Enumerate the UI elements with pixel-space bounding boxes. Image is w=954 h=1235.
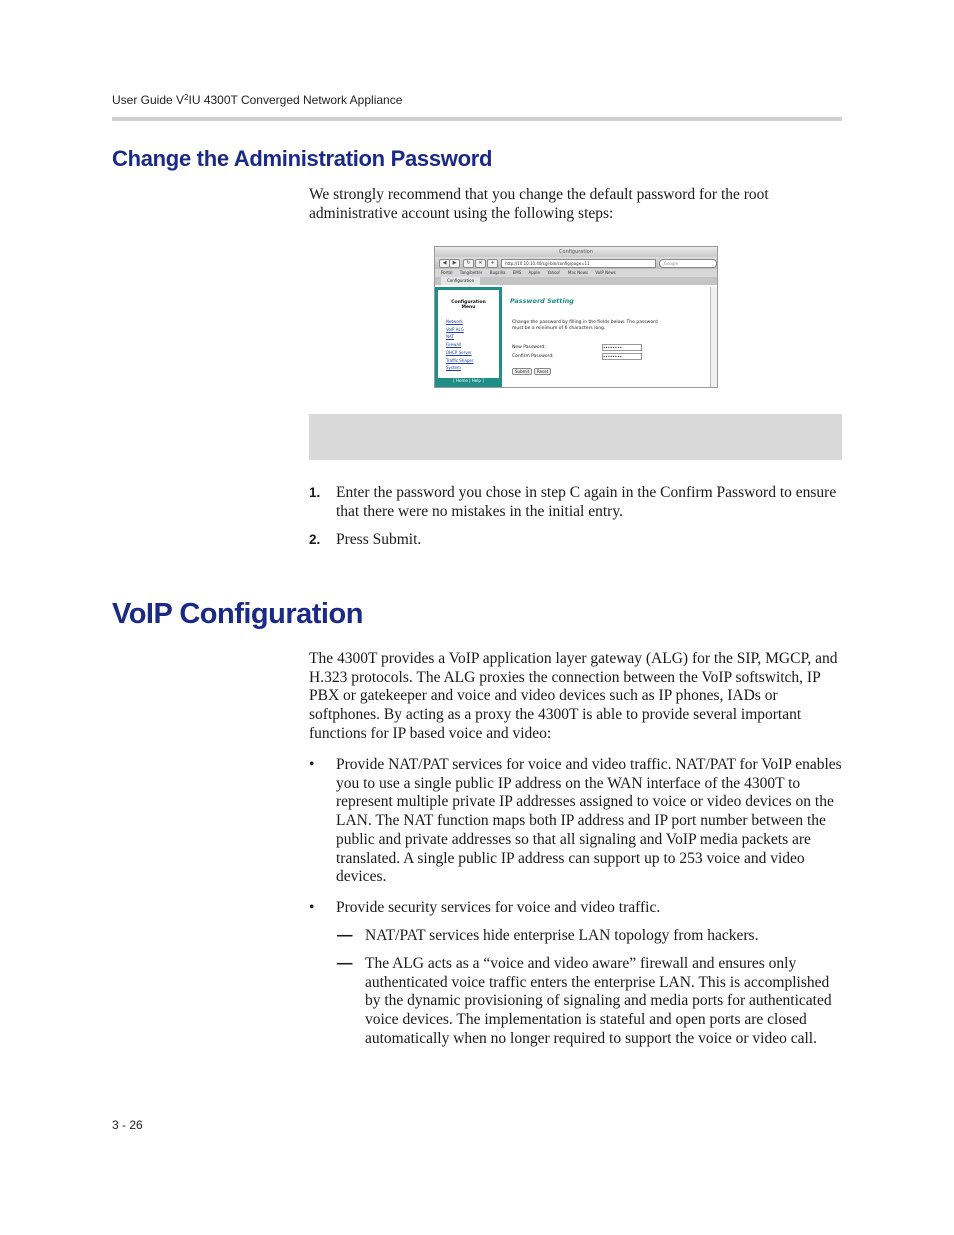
bookmark-item: VoIP News	[595, 270, 616, 275]
back-icon: ◀	[439, 259, 450, 268]
menu-item-network: Network	[446, 319, 463, 324]
menu-title-line2: Menu	[461, 305, 476, 310]
step-text: Enter the password you chose in step C again in the Confirm Password to ensure that there were no mistakes in the initial entry.	[336, 484, 837, 520]
confirm-password-label: Confirm Password:	[512, 354, 554, 359]
intro-paragraph: We strongly recommend that you change the default password for the root administrative account using the following steps:	[309, 186, 769, 222]
confirm-password-field: ••••••••	[602, 353, 642, 360]
new-password-label: New Password:	[512, 345, 546, 350]
sub-item-text: NAT/PAT services hide enterprise LAN topology from hackers.	[365, 927, 759, 944]
step-number: 1.	[309, 485, 321, 500]
bookmark-item: Tangibetter	[459, 270, 483, 275]
browser-screenshot	[434, 246, 718, 388]
section-heading-admin-password: Change the Administration Password	[112, 146, 493, 171]
panel-description: Change the password by filling in the fields below. The password must be a minimum of 6 characters long.	[512, 320, 658, 331]
bookmark-item: Mac News	[567, 270, 589, 275]
header-rule	[112, 117, 842, 121]
panel-title: Password Setting	[510, 297, 574, 305]
reload-icon: ↻	[463, 259, 474, 268]
menu-footer: [ Home | Help ]	[453, 378, 484, 383]
dash-marker: —	[337, 927, 353, 944]
tab-bar	[435, 277, 717, 285]
page-number: 3 - 26	[112, 1118, 143, 1132]
menu-item-firewall: Firewall	[446, 342, 462, 348]
running-header	[112, 93, 402, 107]
forward-icon: ▶	[449, 259, 460, 268]
header-text-b: IU 4300T Converged Network Appliance	[188, 93, 403, 107]
sub-item-text: The ALG acts as a “voice and video aware” firewall and ensures only authenticated voice traffic enters the enterprise LAN. This is accomplished by the dynamic provisioning of signaling and media ports for authenticated voice devices. The implementation is stateful and open ports are closed automatically when no longer required to support the voice or video call.	[365, 955, 832, 1047]
submit-button: Submit	[512, 368, 532, 375]
menu-item-voip-alg: VoIP ALG	[446, 326, 464, 332]
step-text: Press Submit.	[336, 531, 422, 548]
bookmark-item: Bugzilla	[489, 270, 506, 275]
bookmark-item: EMS	[512, 270, 522, 275]
new-password-field: ••••••••	[602, 344, 642, 351]
bullet-marker: •	[309, 899, 315, 916]
reset-button: Reset	[534, 368, 551, 375]
header-superscript: 2	[184, 93, 189, 102]
menu-title	[438, 300, 499, 310]
config-sidebar	[435, 287, 502, 387]
menu-list	[446, 318, 473, 372]
bullet-text: Provide NAT/PAT services for voice and video traffic. NAT/PAT for VoIP enables you to use a single public IP address on the WAN interface of the 4300T to represent multiple private IP addresses assigned to voice or video devices on the LAN. The NAT function maps both IP address and IP port number between the public and private addresses so that all signaling and VoIP media packets are translated. A single public IP address can support up to 253 voice and video devices.	[336, 756, 842, 886]
bullet-text: Provide security services for voice and video traffic.	[336, 899, 661, 916]
section-heading-voip: VoIP Configuration	[112, 598, 363, 630]
voip-intro-paragraph: The 4300T provides a VoIP application layer gateway (ALG) for the SIP, MGCP, and H.323 protocols. The ALG proxies the connection between the VoIP softswitch, IP PBX or gatekeeper and voice and video devices such as IP phones, IADs or softphones. By acting as a proxy the 4300T is able to provide several important functions for IP based voice and video:	[309, 650, 838, 742]
menu-item-traffic-shaper: Traffic Shaper	[446, 357, 474, 363]
header-text-a: User Guide V	[112, 93, 185, 107]
add-bookmark-icon: +	[487, 259, 498, 268]
menu-item-nat: NAT	[446, 334, 454, 340]
note-box	[309, 414, 842, 460]
bookmark-item: Yahoo!	[547, 270, 561, 275]
bookmark-item: Apple	[528, 270, 540, 275]
bookmark-item: Portal	[441, 270, 453, 275]
url-field: http://10.10.10.40/cgi-bin/config/page=11	[501, 259, 656, 268]
search-field: Google	[659, 259, 717, 268]
menu-title-line1: Configuration	[451, 300, 486, 305]
menu-item-system: System	[446, 365, 461, 371]
dash-marker: —	[337, 955, 353, 972]
config-menu	[438, 290, 499, 378]
tab-configuration: Configuration	[441, 277, 480, 285]
bullet-marker: •	[309, 756, 315, 773]
scrollbar	[710, 287, 717, 387]
window-title: Configuration	[435, 247, 717, 257]
browser-toolbar	[435, 257, 717, 269]
step-number: 2.	[309, 532, 321, 547]
stop-icon: ✕	[475, 259, 486, 268]
menu-item-dhcp-server: DHCP Server	[446, 349, 472, 355]
bookmarks-bar	[435, 269, 717, 277]
